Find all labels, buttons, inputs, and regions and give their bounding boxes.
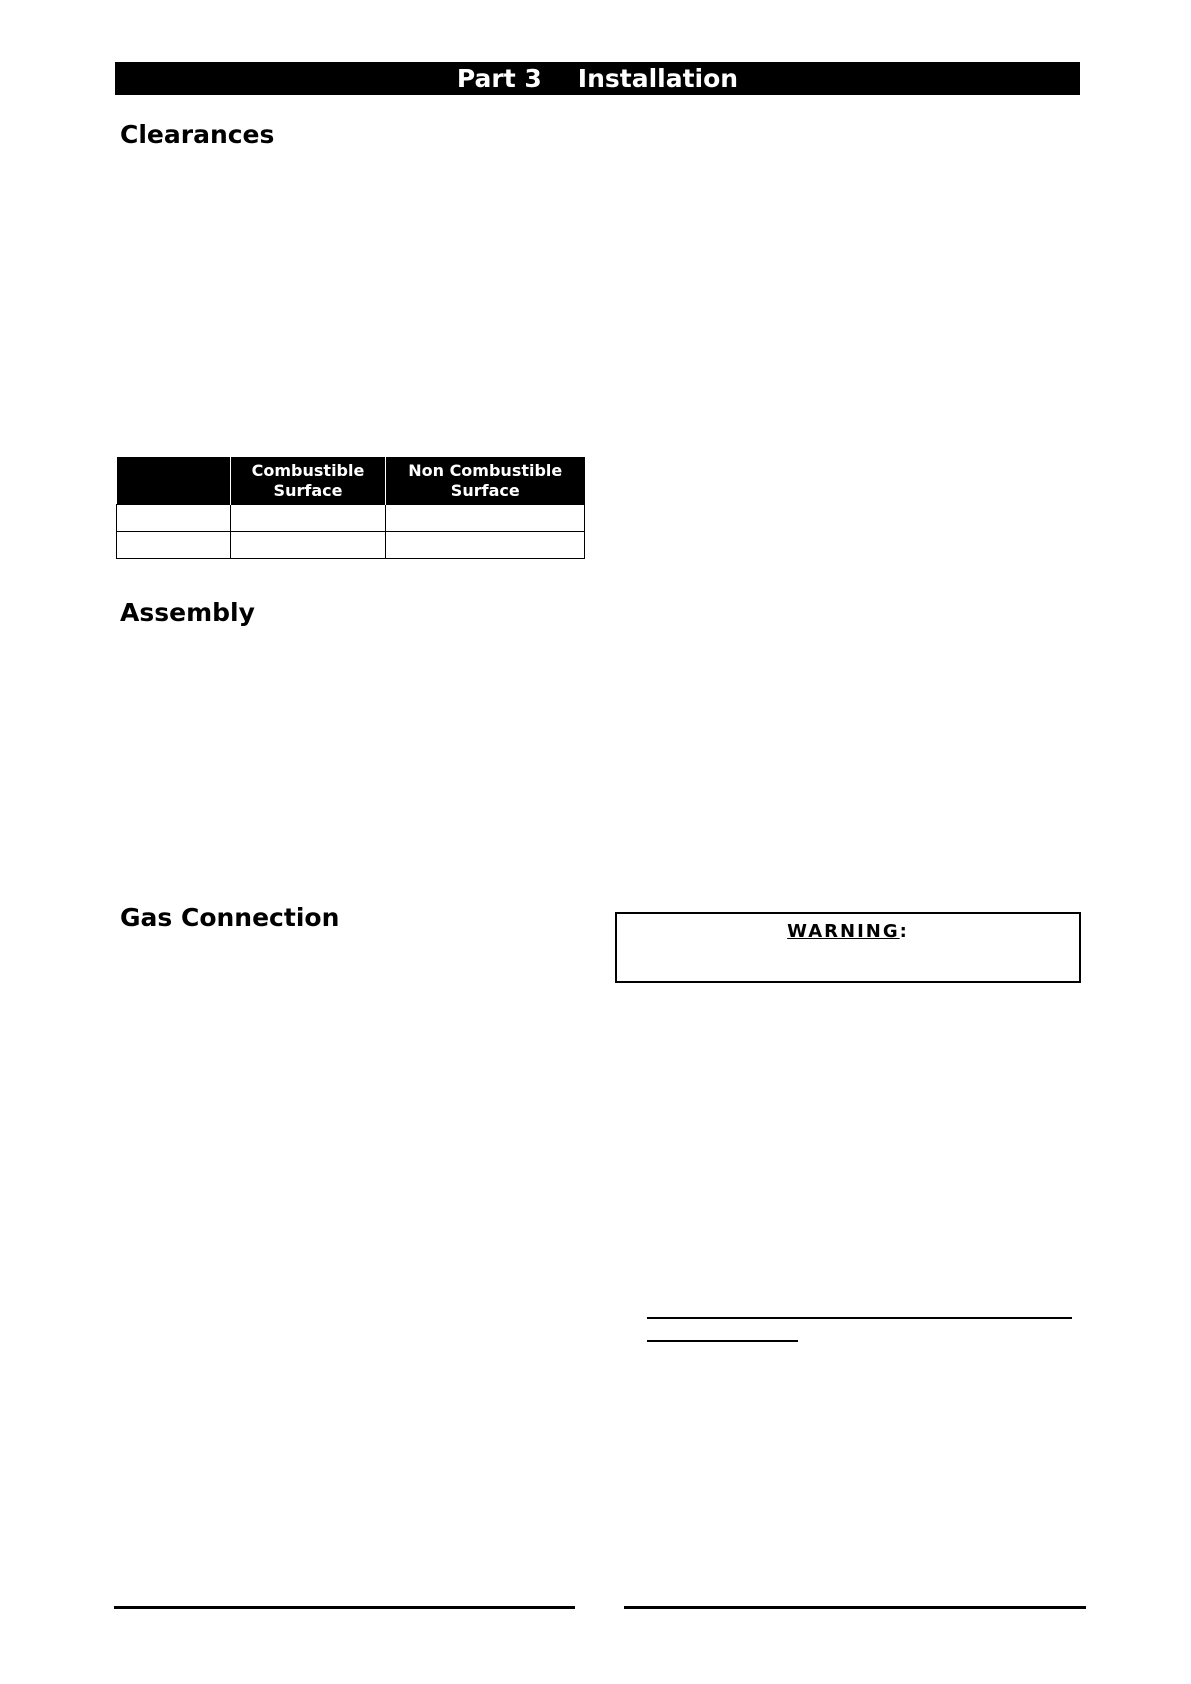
section-heading-gas-connection: Gas Connection xyxy=(120,903,340,932)
warning-word: WARNING xyxy=(787,921,900,942)
table-header-combustible: Combustible Surface xyxy=(231,457,386,505)
warning-label xyxy=(787,921,909,942)
table-row xyxy=(117,505,585,532)
table-header-row xyxy=(117,457,585,505)
table-cell xyxy=(231,505,386,532)
clearance-table xyxy=(116,457,585,559)
table-cell xyxy=(231,532,386,559)
section-heading-assembly: Assembly xyxy=(120,598,255,627)
table-cell xyxy=(386,505,585,532)
table-cell xyxy=(386,532,585,559)
footer-rule-left xyxy=(114,1606,575,1609)
table-cell xyxy=(117,505,231,532)
section-heading-clearances: Clearances xyxy=(120,120,275,149)
table-header-blank xyxy=(117,457,231,505)
footer-rule-right xyxy=(624,1606,1086,1609)
underline-rule-short xyxy=(647,1340,798,1342)
underline-rule-long xyxy=(647,1317,1072,1319)
warning-box xyxy=(615,912,1081,983)
table-row xyxy=(117,532,585,559)
part-number: Part 3 xyxy=(456,64,542,93)
part-title: Installation xyxy=(577,64,739,93)
warning-colon: : xyxy=(899,921,909,942)
table-header-non-combustible: Non Combustible Surface xyxy=(386,457,585,505)
table-cell xyxy=(117,532,231,559)
part-title-bar xyxy=(115,62,1080,95)
